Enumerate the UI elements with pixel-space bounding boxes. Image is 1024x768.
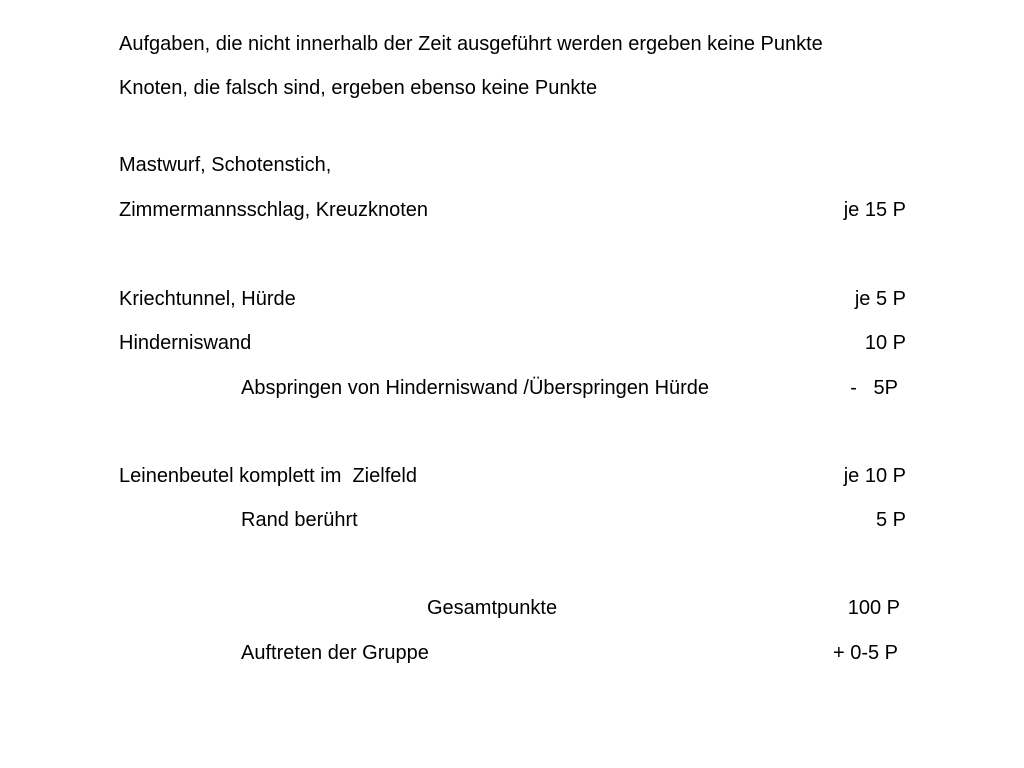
total-points: 100 P — [847, 597, 900, 619]
knots-label-line1: Mastwurf, Schotenstich, — [119, 154, 332, 176]
bags-label: Leinenbeutel komplett im Zielfeld — [119, 465, 417, 487]
knots-label-line2: Zimmermannsschlag, Kreuzknoten — [119, 199, 429, 221]
bags-points: je 10 P — [843, 465, 906, 487]
tunnel-label: Kriechtunnel, Hürde — [119, 288, 296, 310]
knots-points: je 15 P — [843, 199, 906, 221]
penalty-label: Abspringen von Hinderniswand /Überspringen Hürde — [241, 377, 710, 399]
tunnel-points: je 5 P — [854, 288, 906, 310]
wall-label: Hinderniswand — [119, 332, 252, 354]
appearance-label: Auftreten der Gruppe — [241, 642, 429, 664]
intro-line-time: Aufgaben, die nicht innerhalb der Zeit ausgeführt werden ergeben keine Punkte — [119, 33, 823, 55]
wall-points: 10 P — [864, 332, 906, 354]
edge-label: Rand berührt — [241, 509, 358, 531]
intro-line-knots: Knoten, die falsch sind, ergeben ebenso keine Punkte — [119, 77, 598, 99]
total-label: Gesamtpunkte — [427, 597, 558, 619]
edge-points: 5 P — [875, 509, 906, 531]
appearance-points: + 0-5 P — [832, 642, 898, 664]
penalty-points: - 5P — [850, 377, 898, 399]
